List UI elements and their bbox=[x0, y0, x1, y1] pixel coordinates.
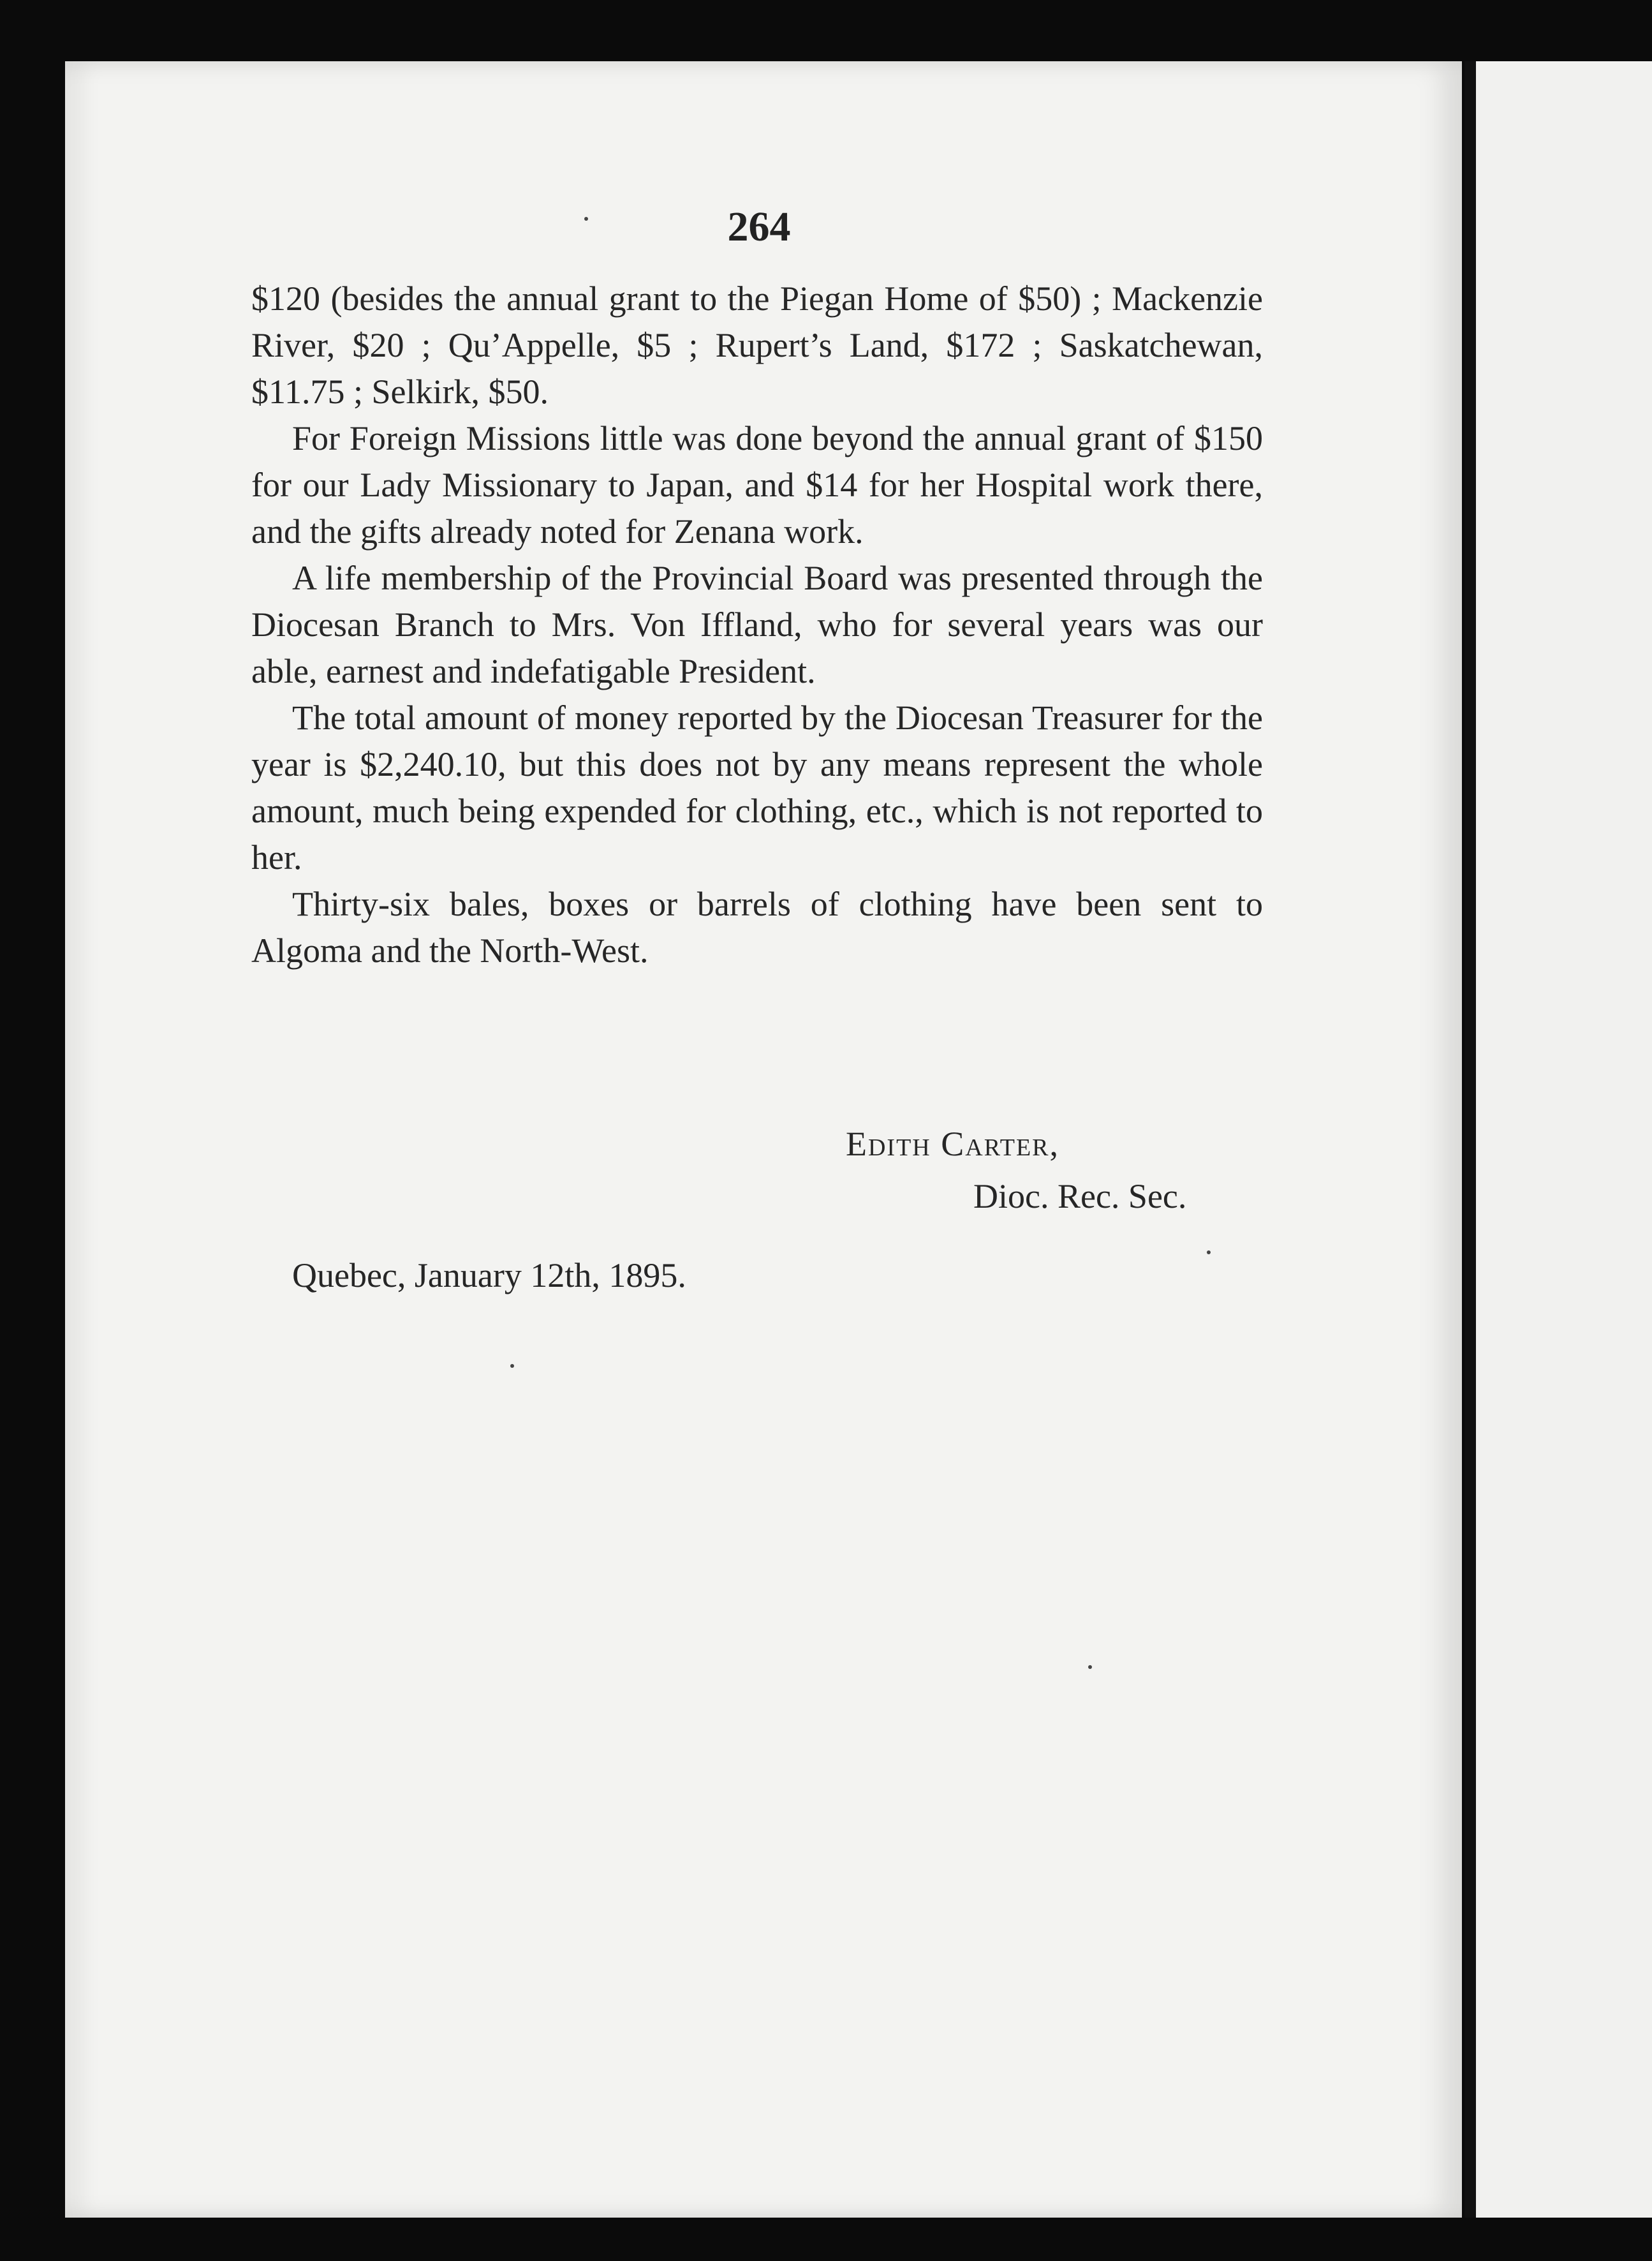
signatory-title: Dioc. Rec. Sec. bbox=[973, 1177, 1187, 1215]
print-speck bbox=[1207, 1250, 1211, 1254]
book-gutter bbox=[1464, 61, 1476, 2218]
paragraph-diocesan-grants: $120 (besides the annual grant to the Piegan Home of $50) ; Mackenzie River, $20 ; Qu’Appelle, $5 ; Rupert’s Land, $172 ; Saskatchewan, $11.75 ; Selkirk, $50. bbox=[251, 279, 1263, 411]
signatory-name: Edith Carter, bbox=[846, 1125, 1060, 1163]
print-speck bbox=[1088, 1665, 1092, 1669]
body-text bbox=[251, 276, 1263, 974]
paragraph-treasurer-total: The total amount of money reported by the Diocesan Treasurer for the year is $2,240.10, but this does not by any means represent the whole amount, much being expended for clothing, etc., which is not reported to her. bbox=[251, 699, 1263, 877]
paragraph-clothing-bales: Thirty-six bales, boxes or barrels of clothing have been sent to Algoma and the North-West. bbox=[251, 885, 1263, 970]
paragraph-foreign-missions: For Foreign Missions little was done beyond the annual grant of $150 for our Lady Missionary to Japan, and $14 for her Hospital work there, and the gifts already noted for Zenana work. bbox=[251, 419, 1263, 551]
print-speck bbox=[510, 1364, 514, 1368]
dateline: Quebec, January 12th, 1895. bbox=[292, 1256, 686, 1294]
signature-block bbox=[846, 1118, 1186, 1222]
paragraph-life-membership: A life membership of the Provincial Board was presented through the Diocesan Branch to Mrs. Von Iffland, who for several years was our able, earnest and indefatigable President. bbox=[251, 559, 1263, 690]
facing-page-edge bbox=[1476, 61, 1652, 2218]
page-number: 264 bbox=[727, 204, 791, 250]
print-speck bbox=[584, 217, 588, 221]
